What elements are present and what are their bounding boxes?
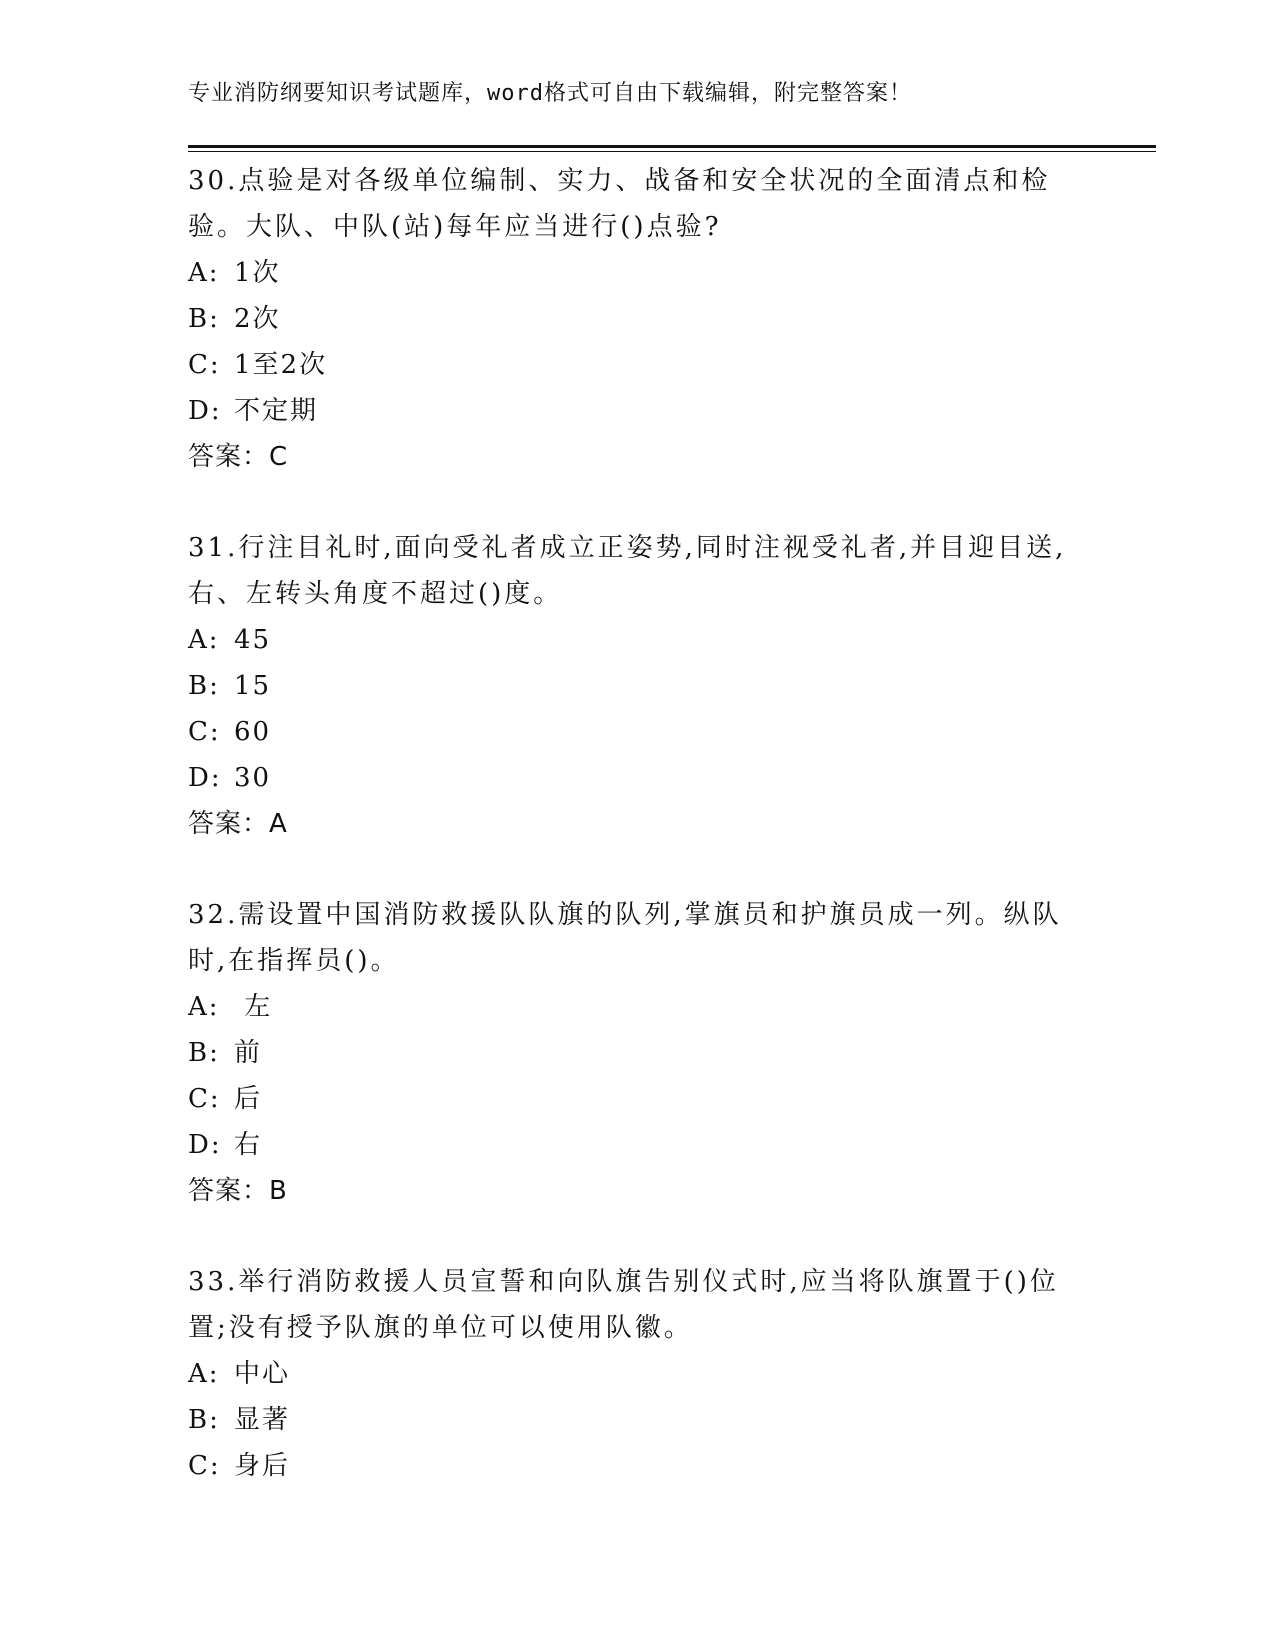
option-text: 身后 [234,1451,291,1481]
option-letter: C: [188,1084,221,1114]
question-text: 31.行注目礼时,面向受礼者成立正姿势,同时注视受礼者,并目迎目送,右、左转头角度不超过()度。 [188,533,1067,609]
document-header: 专业消防纲要知识考试题库，word格式可自由下载编辑，附完整答案！ [188,81,912,106]
option-text: 1次 [234,258,281,288]
answer-line: 答案：C [188,442,289,472]
header-rule-thin [188,151,1156,152]
option-letter: D: [188,763,222,793]
question-33 [188,1259,1088,1489]
option-letter: C: [188,717,221,747]
option-letter: C: [188,350,221,380]
answer-line: 答案：B [188,1176,288,1206]
option-c [188,342,1088,388]
option-text: 1至2次 [234,350,328,380]
option-text: 前 [234,1038,263,1068]
option-d [188,755,1088,801]
option-letter: A: [188,1359,220,1389]
option-text: 后 [234,1084,263,1114]
option-b [188,1030,1088,1076]
answer-line: 答案：A [188,809,288,839]
option-c [188,1443,1088,1489]
option-a [188,250,1088,296]
option-b [188,1397,1088,1443]
option-b [188,296,1088,342]
option-d [188,1122,1088,1168]
option-b [188,663,1088,709]
question-text: 33.举行消防救援人员宣誓和向队旗告别仪式时,应当将队旗置于()位置;没有授予队旗的单位可以使用队徽。 [188,1267,1059,1343]
question-text: 32.需设置中国消防救援队队旗的队列,掌旗员和护旗员成一列。纵队时,在指挥员()。 [188,900,1062,976]
option-letter: B: [188,1405,220,1435]
option-text: 30 [234,763,272,793]
option-letter: D: [188,1130,222,1160]
option-text: 显著 [234,1405,291,1435]
option-d [188,388,1088,434]
option-text: 中心 [234,1359,291,1389]
option-letter: B: [188,671,220,701]
option-text: 右 [234,1130,263,1160]
option-letter: A: [188,258,220,288]
option-text: 不定期 [234,396,319,426]
option-a [188,984,1088,1030]
option-letter: B: [188,304,220,334]
option-text: 60 [234,717,272,747]
header-rule-thick [188,145,1156,148]
option-a [188,1351,1088,1397]
option-letter: D: [188,396,222,426]
option-letter: A: [188,992,220,1022]
option-text: 2次 [234,304,281,334]
option-letter: A: [188,625,220,655]
question-32 [188,892,1088,1214]
question-list [188,158,1088,1534]
option-text: 左 [234,992,273,1022]
option-text: 15 [234,671,272,701]
option-letter: B: [188,1038,220,1068]
option-text: 45 [234,625,272,655]
option-c [188,709,1088,755]
option-c [188,1076,1088,1122]
question-text: 30.点验是对各级单位编制、实力、战备和安全状况的全面清点和检验。大队、中队(站)每年应当进行()点验? [188,166,1051,242]
question-30 [188,158,1088,480]
option-letter: C: [188,1451,221,1481]
question-31 [188,525,1088,847]
option-a [188,617,1088,663]
